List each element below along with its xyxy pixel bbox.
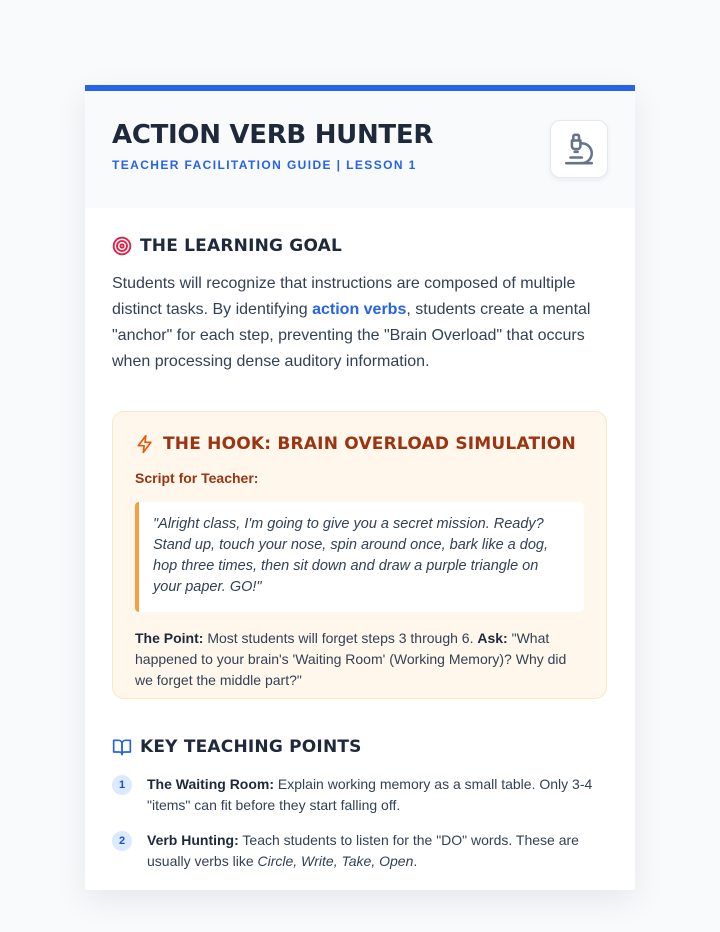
item-number: 1 bbox=[112, 775, 132, 795]
lesson-card bbox=[85, 85, 635, 890]
hook-heading bbox=[135, 434, 584, 454]
ask-label: Ask: bbox=[477, 630, 508, 646]
key-points-title: KEY TEACHING POINTS bbox=[140, 737, 362, 757]
open-book-icon bbox=[112, 737, 132, 757]
goal-text-after: , students create a mental "anchor" for each step, preventing the "Brain Overload" that occurs when processing dense auditory information. bbox=[112, 301, 591, 370]
item-body: Explain working memory as a small table. Only 3-4 "items" can fit before they start falling off. bbox=[147, 776, 593, 813]
lesson-header bbox=[85, 91, 635, 208]
item-body: Teach students to listen for the "DO" words. These are usually verbs like bbox=[147, 832, 579, 869]
key-points-heading bbox=[112, 737, 607, 757]
microscope-icon-box bbox=[550, 120, 608, 178]
item-examples: Circle, Write, Take, Open bbox=[257, 853, 414, 869]
item-end: . bbox=[413, 853, 418, 869]
learning-goal-title: THE LEARNING GOAL bbox=[140, 236, 343, 256]
item-text bbox=[147, 830, 607, 872]
ask-text: "What happened to your brain's 'Waiting Room' (Working Memory)? Why did we forget the middle part?" bbox=[135, 630, 567, 688]
lightning-icon bbox=[135, 434, 155, 454]
item-number: 2 bbox=[112, 831, 132, 851]
learning-goal-text bbox=[112, 271, 607, 375]
item-label: Verb Hunting: bbox=[147, 832, 239, 848]
script-label: Script for Teacher: bbox=[135, 470, 259, 486]
teacher-script-quote: "Alright class, I'm going to give you a secret mission. Ready? Stand up, touch your nose, spin around once, bark like a dog, hop three times, then sit down and draw a purple triangle on your paper. GO!" bbox=[135, 502, 584, 612]
hook-box bbox=[112, 411, 607, 699]
hook-point bbox=[135, 628, 584, 691]
learning-goal-heading bbox=[112, 236, 607, 256]
item-text bbox=[147, 774, 607, 816]
goal-text-before: Students will recognize that instructions are composed of multiple distinct tasks. By identifying bbox=[112, 275, 576, 318]
list-item bbox=[112, 830, 607, 872]
page-title: ACTION VERB HUNTER bbox=[112, 120, 434, 150]
page-subtitle: TEACHER FACILITATION GUIDE | LESSON 1 bbox=[112, 158, 417, 172]
hook-title: THE HOOK: BRAIN OVERLOAD SIMULATION bbox=[163, 434, 576, 454]
target-icon bbox=[112, 236, 132, 256]
point-label: The Point: bbox=[135, 630, 204, 646]
goal-highlight: action verbs bbox=[312, 301, 407, 318]
list-item bbox=[112, 774, 607, 816]
microscope-icon bbox=[562, 132, 596, 166]
key-points-list bbox=[112, 774, 607, 872]
lesson-body bbox=[85, 236, 635, 872]
point-text: Most students will forget steps 3 through 6. bbox=[203, 630, 478, 646]
item-label: The Waiting Room: bbox=[147, 776, 275, 792]
